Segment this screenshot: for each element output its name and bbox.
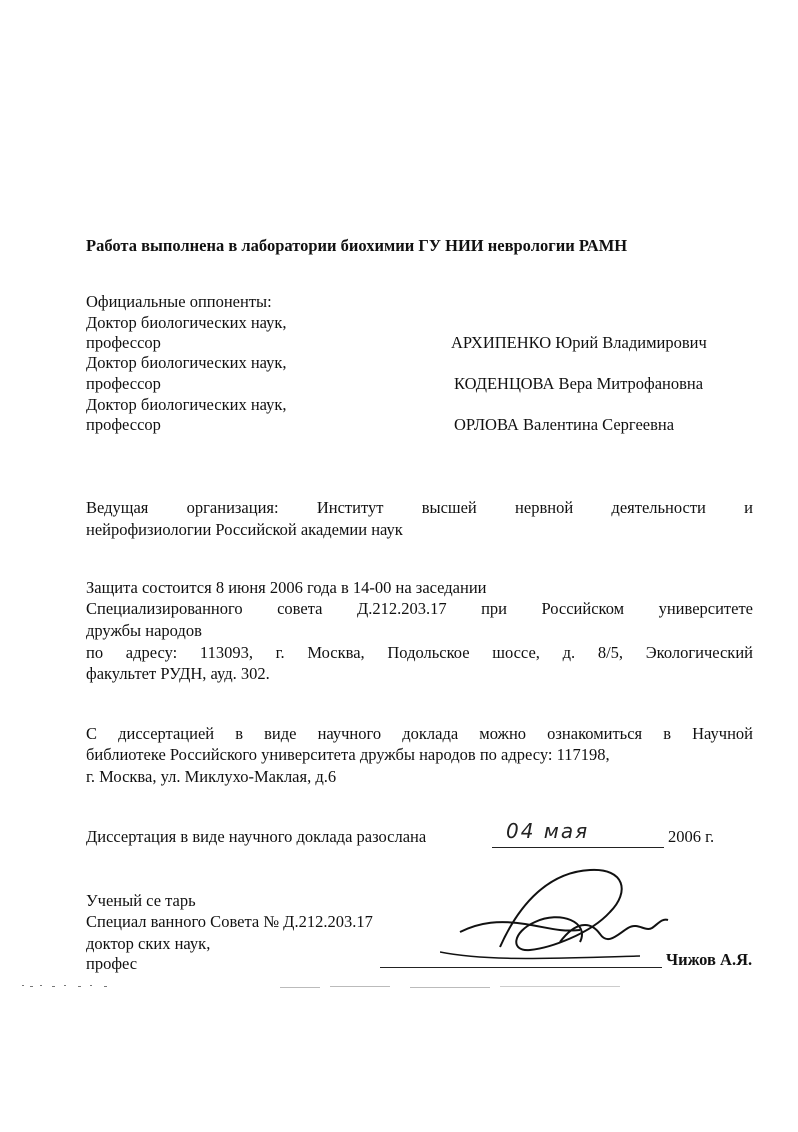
opponent-2-title: профессор bbox=[86, 374, 161, 393]
opponent-1-name: АРХИПЕНКО Юрий Владимирович bbox=[451, 333, 707, 352]
opponent-2-name: КОДЕНЦОВА Вера Митрофановна bbox=[454, 374, 704, 393]
library-line-1: С диссертацией в виде научного доклада можно ознакомиться в Научной bbox=[86, 724, 753, 743]
secretary-line-1: Ученый се тарь bbox=[86, 891, 196, 910]
secretary-line-3: доктор ских наук, bbox=[86, 934, 211, 953]
opponent-3-name: ОРЛОВА Валентина Сергеевна bbox=[454, 415, 675, 434]
defense-line-3: дружбы народов bbox=[86, 621, 202, 640]
library-line-3: г. Москва, ул. Миклухо-Маклая, д.6 bbox=[86, 767, 337, 786]
opponent-3-degree: Доктор биологических наук, bbox=[86, 395, 287, 414]
defense-line-2: Специализированного совета Д.212.203.17 при Российском университете bbox=[86, 599, 753, 618]
sent-year: 2006 г. bbox=[668, 827, 715, 846]
library-line-2: библиотеке Российского университета дружбы народов по адресу: 117198, bbox=[86, 745, 610, 764]
opponent-1-title: профессор bbox=[86, 333, 161, 352]
opponent-2-degree: Доктор биологических наук, bbox=[86, 353, 287, 372]
opponent-1-degree: Доктор биологических наук, bbox=[86, 313, 287, 332]
signature-scribble bbox=[440, 862, 670, 972]
opponents-heading: Официальные оппоненты: bbox=[86, 292, 272, 311]
opponent-3-title: профессор bbox=[86, 415, 161, 434]
handwritten-date: 04 мая bbox=[506, 819, 590, 843]
defense-line-1: Защита состоится 8 июня 2006 года в 14-00 на заседании bbox=[86, 578, 487, 597]
defense-line-5: факультет РУДН, ауд. 302. bbox=[86, 664, 270, 683]
date-underline bbox=[492, 847, 664, 848]
sent-prefix: Диссертация в виде научного доклада разослана bbox=[86, 827, 427, 846]
leading-org-line-2: нейрофизиологии Российской академии наук bbox=[86, 520, 403, 539]
scan-noise bbox=[0, 975, 798, 995]
defense-line-4: по адресу: 113093, г. Москва, Подольское шоссе, д. 8/5, Экологический bbox=[86, 643, 753, 662]
leading-org-line-1: Ведущая организация: Институт высшей нервной деятельности и bbox=[86, 498, 753, 517]
document-title: Работа выполнена в лаборатории биохимии ГУ НИИ неврологии РАМН bbox=[86, 236, 628, 255]
secretary-line-2: Специал ванного Совета № Д.212.203.17 bbox=[86, 912, 373, 931]
secretary-line-4: профес bbox=[86, 954, 138, 973]
secretary-name: Чижов А.Я. bbox=[666, 950, 753, 969]
